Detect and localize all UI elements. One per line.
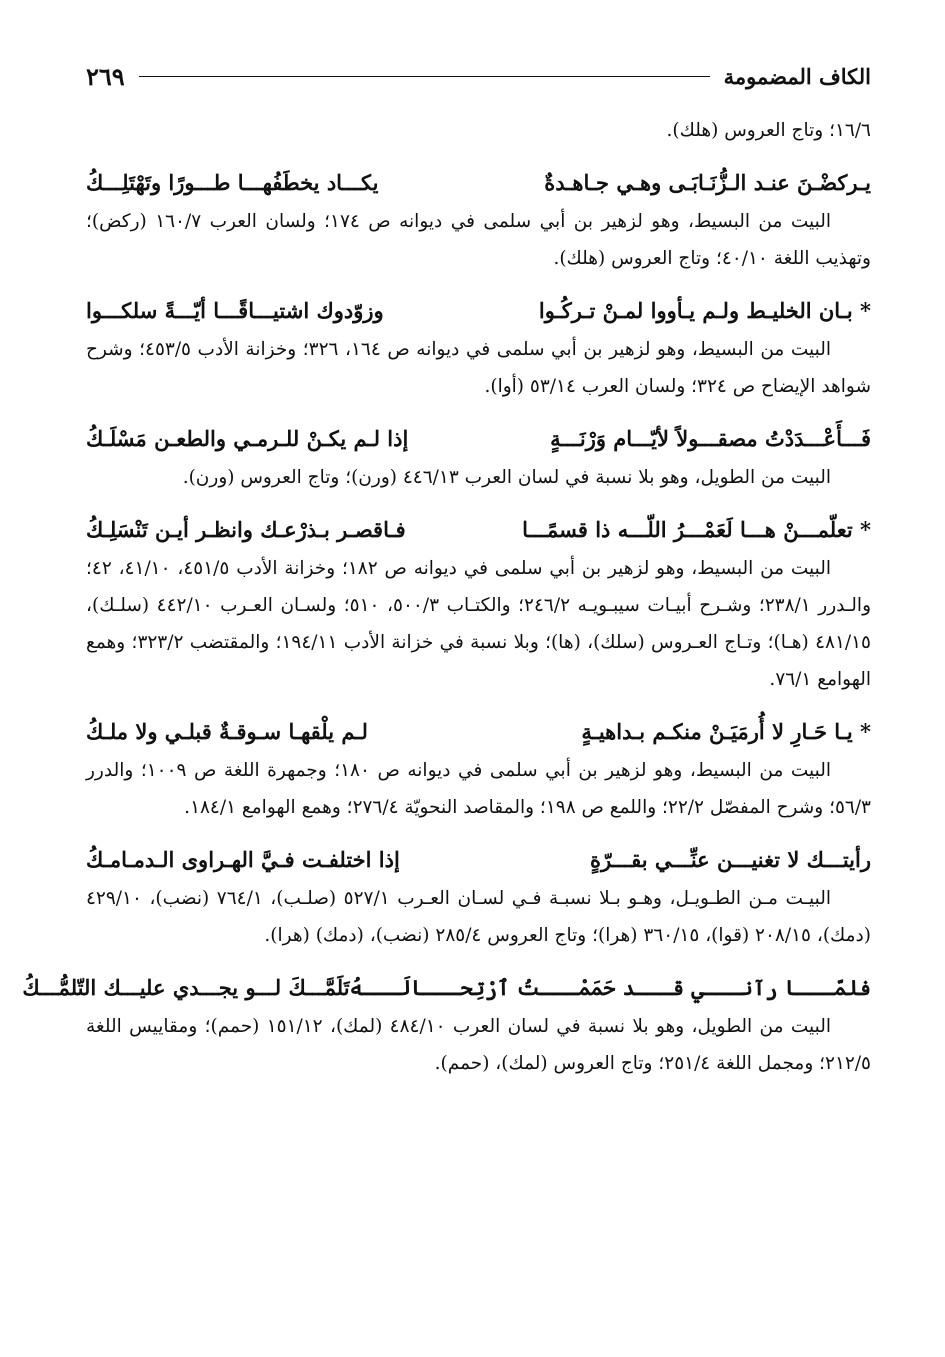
- verse-entry: [22, 968, 871, 1082]
- second-hemistich: تَلَمَّـــكَ لـــو يجـــدي عليـــك التّلمُّـــكُ: [22, 975, 350, 1000]
- first-hemistich: * يـا حَـارِ لا أُرمَيَـنْ منكـم بـداهيـةٍ: [581, 719, 871, 744]
- second-hemistich: يكـــاد يخطَفُهـــا طـــورًا وتَهْتَلِـــكُ: [86, 170, 379, 195]
- verse-commentary: البيت من الطويل، وهو بلا نسبة في لسان العرب ٤٤٦/١٣ (ورن)؛ وتاج العروس (ورن).: [182, 467, 831, 488]
- verse-commentary: البيت من البسيط، وهو لزهير بن أبي سلمى في ديوانه ص ١٨٢؛ وخزانة الأدب ٤٥١/٥، ٤١/١٠، ٤٢؛ والـدرر ٢٣٨/١؛ وشـرح أبيـات سيبـويـه ٢٤٦/٢؛ والكتـاب ٥٠٠/٣، ٥١٠؛ ولسـان العـرب ٤٤٢/١٠ (سلـك)، ٤٨١/١٥ (هـا)؛ وتـاج العـروس (سلك)، (ها)؛ وبلا نسبة في خزانة الأدب ١٩٤/١١؛ والمقتضب ٣٢٣/٢؛ وهمع الهوامع ٧٦/١.: [86, 558, 872, 690]
- second-hemistich: إذا اختلفـت فـيَّ الهـراوى الـدمـامـكُ: [86, 847, 400, 872]
- second-hemistich: فـاقصـر بـذرْعـك وانظـر أيـن تَنْسَلِـكُ: [86, 517, 406, 542]
- chapter-title: الكاف المضمومة: [723, 63, 871, 89]
- verse-line: [86, 419, 871, 459]
- verse-commentary: البيـت مـن الطـويـل، وهـو بـلا نسبـة فـي لسـان العـرب ٥٢٧/١ (صلـب)، ٧٦٤/١ (نضب)، ٤٢٩/١٠ (دمك)، ٢٠٨/١٥ (قوا)، ٣٦٠/١٥ (هرا)؛ وتاج العروس ٢٨٥/٤ (نضب)، (دمك) (هرا).: [86, 888, 871, 946]
- first-hemistich: * تعلّمـــنْ هـــا لَعَمْـــرُ اللّـــه ذا قسمًـــا: [522, 517, 871, 542]
- header-rule: [139, 76, 710, 77]
- verse-entry: [86, 510, 871, 698]
- second-hemistich: إذا لـم يكـنْ للـرمـي والطعـن مَسْلَـكُ: [86, 426, 409, 451]
- verse-commentary: البيت من البسيط، وهو لزهير بن أبي سلمى في ديوانه ص ١٨٠؛ وجمهرة اللغة ص ١٠٠٩؛ والدرر ٥٦/٣؛ وشرح المفصّل ٢٢/٢؛ واللمع ص ١٩٨؛ والمقاصد النحويّة ٢٧٦/٤؛ وهمع الهوامع ١٨٤/١.: [86, 760, 871, 818]
- verse-line: [86, 510, 871, 550]
- verse-entry: [86, 712, 871, 826]
- verse-commentary: البيت من البسيط، وهو لزهير بن أبي سلمى في ديوانه ص ١٦٤، ٣٢٦؛ وخزانة الأدب ٤٥٣/٥؛ وشرح شواهد الإيضاح ص ٣٢٤؛ ولسان العرب ٥٣/١٤ (أوا).: [86, 339, 871, 397]
- verse-line: [86, 291, 871, 331]
- verse-line: [22, 968, 871, 1008]
- page-number: ٢٦٩: [86, 61, 125, 91]
- continued-commentary: ١٦/٦؛ وتاج العروس (هلك).: [666, 120, 871, 141]
- first-hemistich: * بـان الخليـط ولـم يـأووا لمـنْ تـركُـوا: [538, 298, 871, 323]
- first-hemistich: يـركضْـنَ عنـد الـزُّنَـابَـى وهـي جـاهـدةٌ: [544, 170, 871, 195]
- first-hemistich: فَـــأَعْـــدَدْتُ مصقـــولاً لأيّـــام وَرْنَـــةٍ: [550, 426, 871, 451]
- second-hemistich: وزوّدوك اشتيـــاقًـــا أيّـــةً سلكـــوا: [86, 298, 384, 323]
- verse-entry: [86, 840, 871, 954]
- verse-commentary: البيت من الطويل، وهو بلا نسبة في لسان العرب ٤٨٤/١٠ (لمك)، ١٥١/١٢ (حمم)؛ ومقاييس اللغة ٢١٢/٥؛ ومجمل اللغة ٢٥١/٤؛ وتاج العروس (لمك)، (حمم).: [86, 1016, 871, 1074]
- second-hemistich: لـم يلْقهـا سـوقـةٌ قبلـي ولا ملـكُ: [86, 719, 368, 744]
- first-hemistich: رأيتـــك لا تغنيـــن عنِّـــي بقـــرّةٍ: [590, 847, 871, 872]
- first-hemistich: فلمّـــا رآنـــي قـــد حَمَمْـــتُ ٱرْتِحـــالَـــهُ: [349, 975, 871, 1000]
- verse-line: [86, 712, 871, 752]
- running-header: [86, 56, 871, 96]
- verse-line: [86, 840, 871, 880]
- verse-entry: [86, 163, 871, 277]
- verse-commentary: البيت من البسيط، وهو لزهير بن أبي سلمى في ديوانه ص ١٧٤؛ ولسان العرب ١٦٠/٧ (ركض)؛ وتهذيب اللغة ٤٠/١٠؛ وتاج العروس (هلك).: [86, 211, 871, 269]
- verse-entry: [86, 291, 871, 405]
- verse-entry: [86, 419, 871, 496]
- verse-line: [86, 163, 871, 203]
